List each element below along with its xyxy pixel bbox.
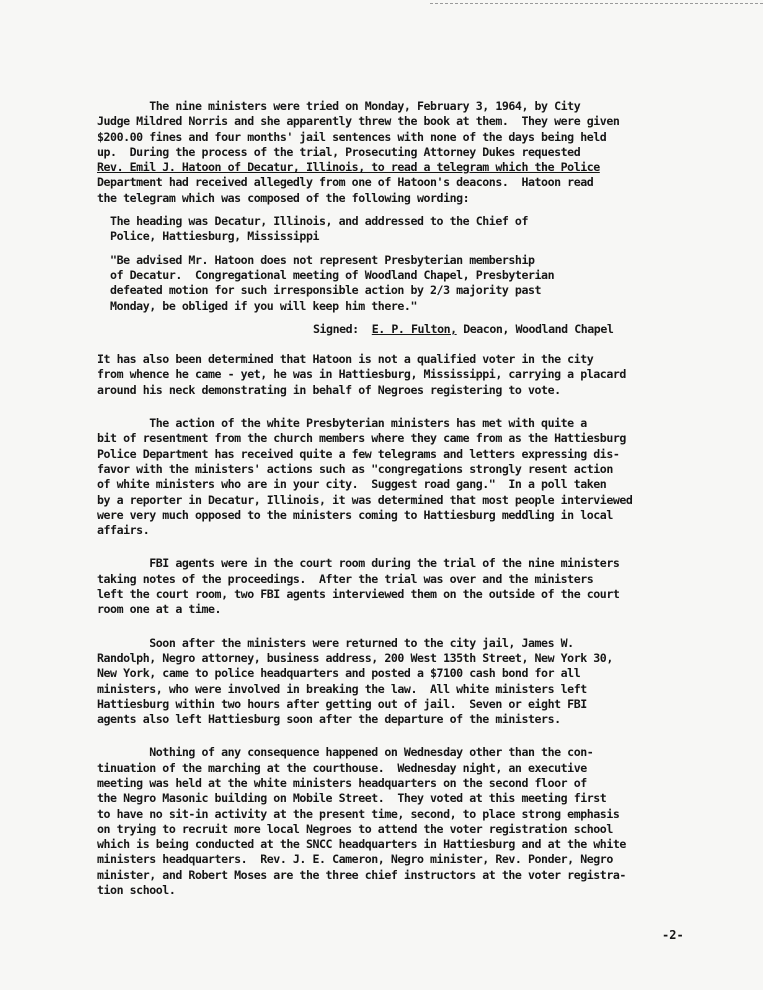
text-line: agents also left Hattiesburg soon after the departure of the ministers. [97, 712, 561, 727]
text-line: around his neck demonstrating in behalf of Negroes registering to vote. [97, 382, 561, 397]
text-line: affairs. [97, 523, 150, 538]
paragraph-resentment [97, 416, 727, 538]
paragraph-wednesday [97, 745, 727, 898]
text-line: ministers headquarters. Rev. J. E. Cameron, Negro minister, Rev. Ponder, Negro [97, 852, 613, 867]
text-line: meeting was held at the white ministers headquarters on the second floor of [97, 775, 587, 790]
text-line: room one at a time. [97, 602, 222, 617]
text-line: were very much opposed to the ministers coming to Hattiesburg meddling in local [97, 507, 613, 522]
text-line: bit of resentment from the church members where they came from as the Hattiesburg [97, 431, 626, 446]
paragraph-fbi [97, 556, 727, 617]
text-line: ministers, who were involved in breaking the law. All white ministers left [97, 681, 587, 696]
text-line: tinuation of the marching at the courthouse. Wednesday night, an executive [97, 760, 587, 775]
scan-edge-line [430, 3, 763, 4]
text-line: by a reporter in Decatur, Illinois, it was determined that most people interviewed [97, 492, 633, 507]
text-line: $200.00 fines and four months' jail sentences with none of the days being held [97, 129, 607, 144]
text-line: Randolph, Negro attorney, business address, 200 West 135th Street, New York 30, [97, 650, 613, 665]
text-line: on trying to recruit more local Negroes to attend the voter registration school [97, 821, 613, 836]
text-line: defeated motion for such irresponsible action by 2/3 majority past [97, 283, 542, 298]
text-line: which is being conducted at the SNCC headquarters in Hattiesburg and at the white [97, 837, 626, 852]
text-line: Hattiesburg within two hours after getting out of jail. Seven or eight FBI [97, 696, 587, 711]
page-number: -2- [662, 928, 684, 942]
text-line: from whence he came - yet, he was in Hattiesburg, Mississippi, carrying a placard [97, 367, 626, 382]
text-line: to have no sit-in activity at the present time, second, to place strong emphasis [97, 806, 620, 821]
text-line: New York, came to police headquarters and posted a $7100 cash bond for all [97, 666, 581, 681]
text-line: the telegram which was composed of the following wording: [97, 190, 470, 205]
text-line: Police, Hattiesburg, Mississippi [97, 229, 320, 244]
text-line: up. During the process of the trial, Prosecuting Attorney Dukes requested [97, 144, 581, 159]
text-line: Rev. Emil J. Hatoon of Decatur, Illinois, to read a telegram which the Police [97, 160, 600, 175]
text-line: It has also been determined that Hatoon is not a qualified voter in the city [97, 352, 594, 367]
text-line: taking notes of the proceedings. After the trial was over and the ministers [97, 571, 594, 586]
signature-label: Signed: [313, 321, 359, 336]
paragraph-voter [97, 352, 727, 398]
text-line: The action of the white Presbyterian ministers has met with quite a [97, 416, 587, 431]
text-line: tion school. [97, 883, 176, 898]
document-body [97, 99, 727, 898]
text-line: of white ministers who are in your city. Suggest road gang." In a poll taken [97, 477, 607, 492]
text-line: Nothing of any consequence happened on Wednesday other than the con- [97, 745, 594, 760]
text-line: the Negro Masonic building on Mobile Street. They voted at this meeting first [97, 791, 607, 806]
signature-title: Deacon, Woodland Chapel [456, 321, 614, 336]
text-line: The heading was Decatur, Illinois, and addressed to the Chief of [97, 214, 528, 229]
text-line: of Decatur. Congregational meeting of Woodland Chapel, Presbyterian [97, 267, 555, 282]
text-line: "Be advised Mr. Hatoon does not represent Presbyterian membership [97, 252, 535, 267]
telegram-heading [97, 214, 727, 245]
text-line: favor with the ministers' actions such as "congregations strongly resent action [97, 461, 613, 476]
signature-line [97, 322, 727, 337]
text-line: Department had received allegedly from one of Hatoon's deacons. Hatoon read [97, 175, 594, 190]
text-line: Judge Mildred Norris and she apparently threw the book at them. They were given [97, 114, 620, 129]
signature-name: E. P. Fulton, [371, 321, 457, 336]
text-line: minister, and Robert Moses are the three chief instructors at the voter registra- [97, 867, 626, 882]
paragraph-bond [97, 636, 727, 728]
text-line: Monday, be obliged if you will keep him there." [97, 298, 417, 313]
paragraph-trial [97, 99, 727, 206]
text-line: Soon after the ministers were returned to the city jail, James W. [97, 635, 574, 650]
text-line: FBI agents were in the court room during the trial of the nine ministers [97, 556, 620, 571]
text-line: The nine ministers were tried on Monday, February 3, 1964, by City [97, 99, 581, 113]
text-line: left the court room, two FBI agents interviewed them on the outside of the court [97, 587, 620, 602]
text-line: Police Department has received quite a few telegrams and letters expressing dis- [97, 446, 620, 461]
telegram-body [97, 253, 727, 314]
